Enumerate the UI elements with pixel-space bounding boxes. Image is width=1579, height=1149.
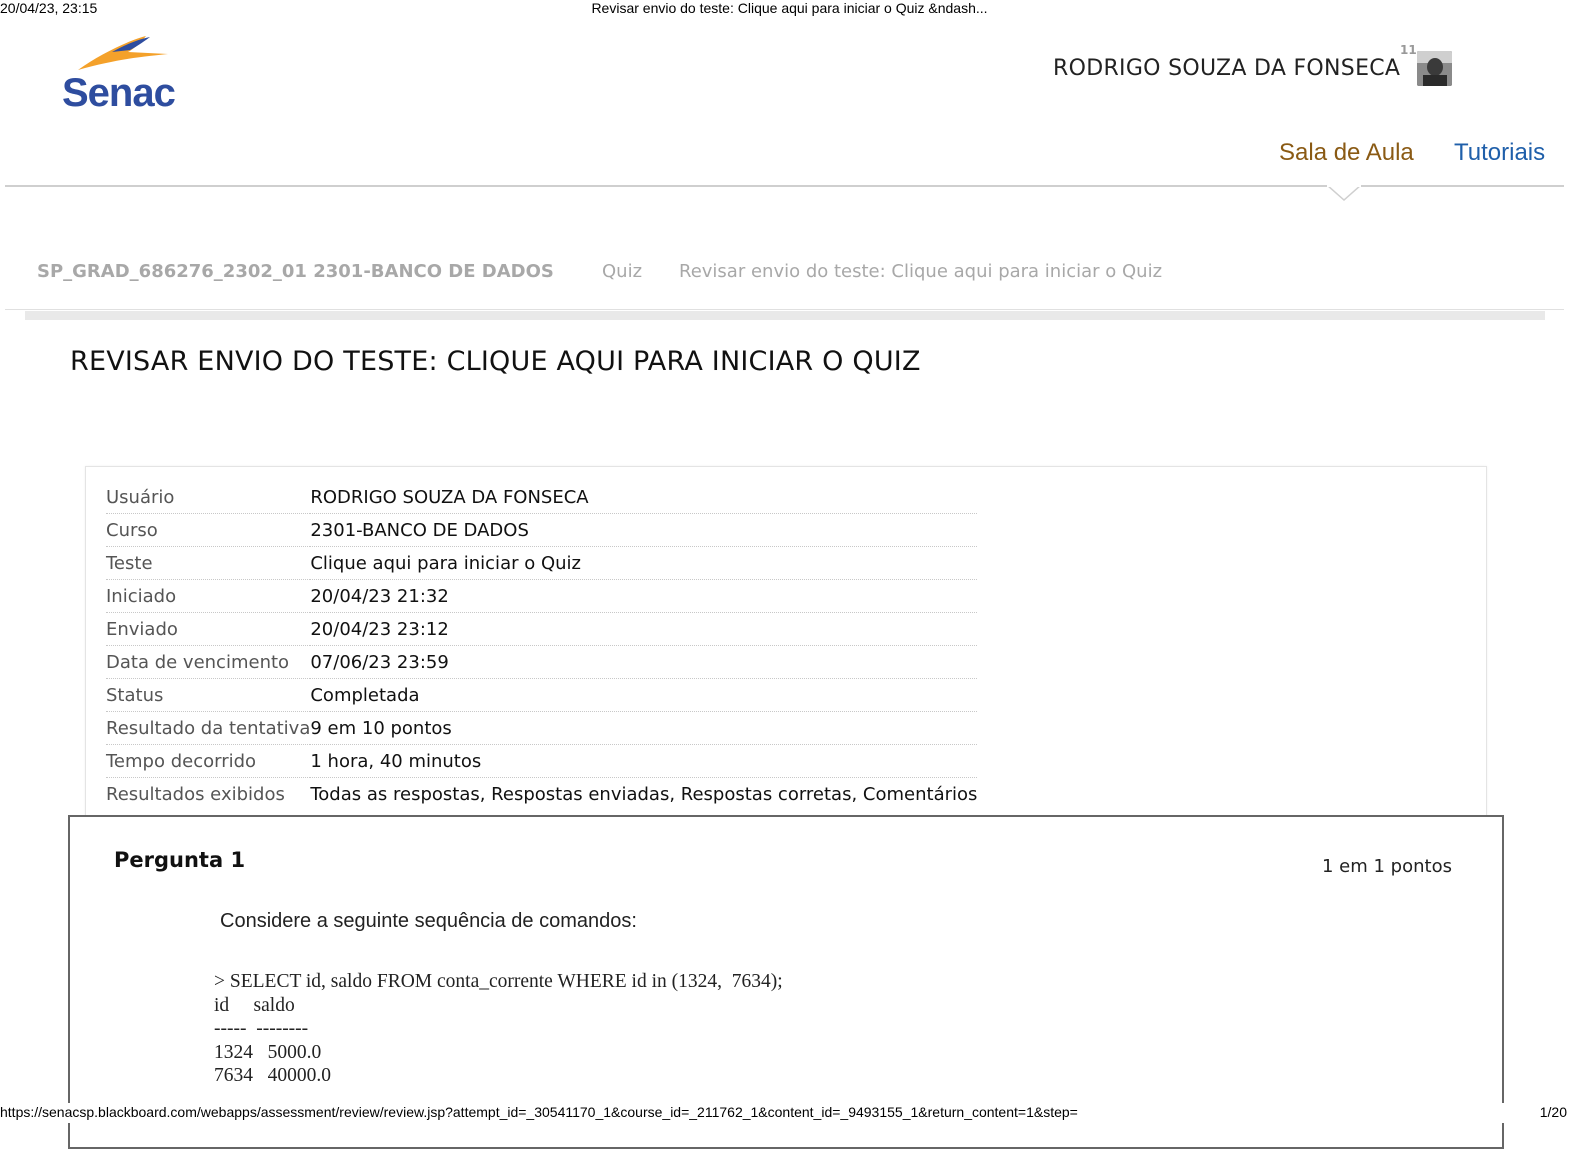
info-row [106, 745, 977, 778]
code-line: 1324 5000.0 [214, 1041, 322, 1063]
info-value: Todas as respostas, Respostas enviadas, Respostas corretas, Comentários [310, 783, 978, 805]
info-row [106, 646, 977, 679]
nav-tutoriais[interactable]: Tutoriais [1454, 139, 1546, 166]
print-title: Revisar envio do teste: Clique aqui para iniciar o Quiz &ndash... [591, 0, 988, 16]
info-value: 1 hora, 40 minutos [310, 745, 977, 778]
attempt-info-table [106, 481, 977, 810]
question-title: Pergunta 1 [114, 848, 246, 872]
info-label: Resultados exibidos [106, 783, 285, 805]
info-row [106, 514, 977, 547]
question-code-block [214, 970, 783, 1088]
info-row [106, 613, 977, 646]
info-value: 20/04/23 23:12 [310, 613, 977, 646]
breadcrumb-current-page: Revisar envio do teste: Clique aqui para iniciar o Quiz [679, 261, 1163, 282]
breadcrumb-bar [25, 311, 1545, 320]
avatar-image [1417, 51, 1452, 86]
print-datetime: 20/04/23, 23:15 [0, 0, 98, 16]
info-label: Resultado da tentativa [106, 712, 310, 745]
breadcrumb-course[interactable]: SP_GRAD_686276_2302_01 2301-BANCO DE DADOS [37, 261, 554, 282]
code-line: ----- -------- [214, 1018, 309, 1039]
question-points: 1 em 1 pontos [1322, 856, 1452, 877]
senac-logo[interactable] [60, 34, 190, 114]
code-line: id saldo [214, 994, 295, 1016]
info-row [106, 580, 977, 613]
info-row [106, 778, 977, 811]
info-value: 9 em 10 pontos [310, 712, 977, 745]
nav-sala-de-aula[interactable]: Sala de Aula [1279, 139, 1414, 166]
info-value: 2301-BANCO DE DADOS [310, 514, 977, 547]
avatar[interactable] [1417, 51, 1452, 86]
info-label: Usuário [106, 481, 310, 514]
info-row [106, 679, 977, 712]
print-url: https://senacsp.blackboard.com/webapps/assessment/review/review.jsp?attempt_id=_30541170_1&course_id=_211762_1&content_id=_9493155_1&return_content=1&step= [0, 1104, 1078, 1120]
page-title: REVISAR ENVIO DO TESTE: CLIQUE AQUI PARA INICIAR O QUIZ [70, 346, 921, 377]
info-value: Clique aqui para iniciar o Quiz [310, 547, 977, 580]
info-label: Curso [106, 514, 310, 547]
info-label: Iniciado [106, 580, 310, 613]
question-text: Considere a seguinte sequência de comandos: [220, 910, 637, 932]
info-label: Enviado [106, 613, 310, 646]
info-label: Data de vencimento [106, 646, 310, 679]
info-row [106, 712, 977, 745]
info-label: Status [106, 679, 310, 712]
info-label: Tempo decorrido [106, 745, 310, 778]
code-line: 7634 40000.0 [214, 1065, 331, 1086]
info-value: 07/06/23 23:59 [310, 646, 977, 679]
info-value: 20/04/23 21:32 [310, 580, 977, 613]
active-tab-caret-icon [1327, 185, 1361, 201]
print-footer [0, 1103, 1579, 1123]
info-value: Completada [310, 679, 977, 712]
breadcrumb-divider [5, 309, 1564, 310]
breadcrumb-quiz[interactable]: Quiz [602, 261, 643, 282]
print-page-number: 1/20 [1539, 1104, 1567, 1120]
user-name[interactable]: RODRIGO SOUZA DA FONSECA [1053, 56, 1401, 81]
notification-count[interactable]: 11 [1400, 43, 1417, 57]
info-value: RODRIGO SOUZA DA FONSECA [310, 481, 977, 514]
info-row [106, 547, 977, 580]
info-label: Teste [106, 547, 310, 580]
senac-logo-graphic [60, 34, 190, 114]
logo-text: Senac [62, 71, 175, 114]
info-row [106, 481, 977, 514]
print-header [0, 0, 1579, 16]
code-line: > SELECT id, saldo FROM conta_corrente WHERE id in (1324, 7634); [214, 971, 783, 992]
